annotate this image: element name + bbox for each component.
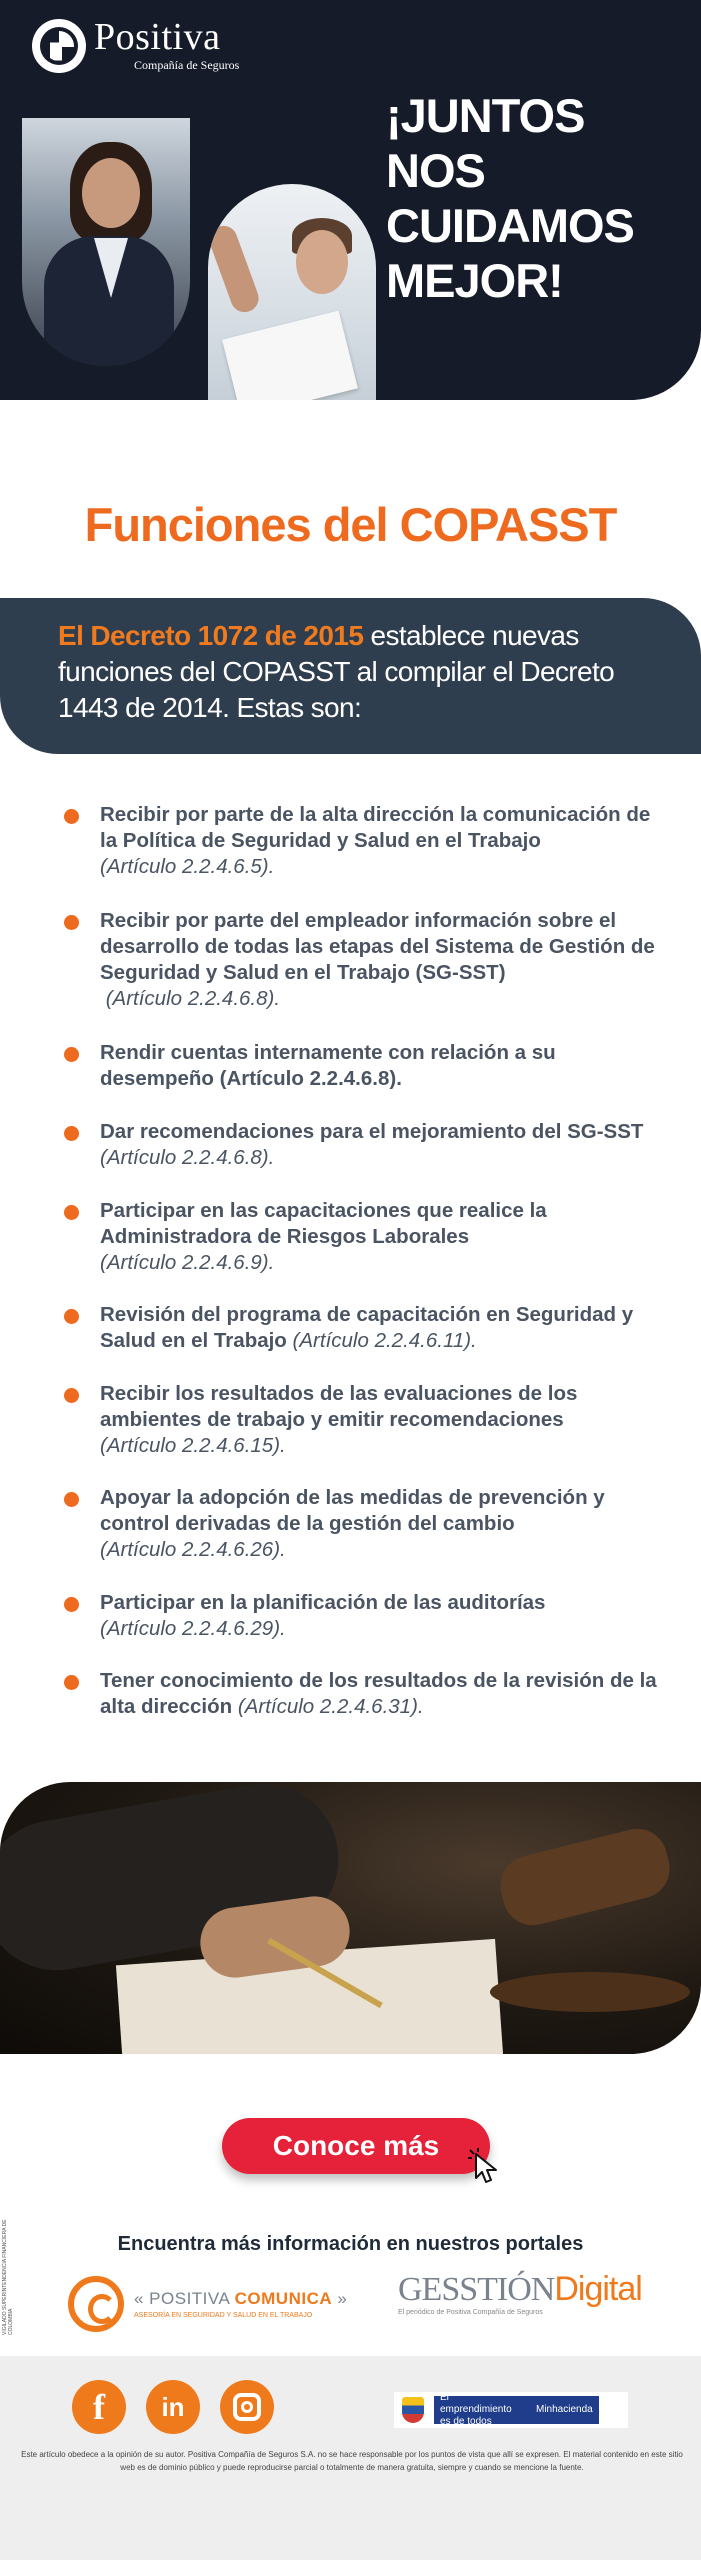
brand-subtitle: Compañía de Seguros bbox=[134, 58, 240, 72]
bullet-icon bbox=[64, 1492, 79, 1507]
positiva-logo[interactable] bbox=[32, 18, 239, 73]
linkedin-icon[interactable]: in bbox=[146, 2380, 200, 2434]
gestion-digital-link[interactable] bbox=[398, 2270, 642, 2316]
gestion-digital-name: GESSTIÓNDigital bbox=[398, 2270, 642, 2308]
footer bbox=[0, 2356, 701, 2560]
gavel-photo bbox=[0, 1782, 701, 2054]
hero-banner bbox=[0, 0, 701, 400]
positiva-comunica-icon bbox=[68, 2276, 124, 2332]
hero-photo-team bbox=[208, 184, 376, 400]
vigilado-label: VIGILADO SUPERINTENDENCIA FINANCIERA DE COLOMBIA bbox=[2, 2219, 14, 2335]
positiva-comunica-tagline: ASESORÍA EN SEGURIDAD Y SALUD EN EL TRABAJO bbox=[134, 2312, 313, 2319]
bullet-icon bbox=[64, 1309, 79, 1324]
bullet-icon bbox=[64, 1126, 79, 1141]
bullet-icon bbox=[64, 1047, 79, 1062]
bullet-icon bbox=[64, 1388, 79, 1403]
instagram-icon[interactable] bbox=[220, 2380, 274, 2434]
hero-title-line: CUIDAMOS bbox=[386, 199, 634, 252]
bullet-icon bbox=[64, 1675, 79, 1690]
bullet-icon bbox=[64, 809, 79, 824]
brand-name: Positiva bbox=[94, 16, 221, 58]
gov-slogan: El emprendimiento es de todos bbox=[440, 2392, 512, 2427]
gov-ministry: Minhacienda bbox=[536, 2404, 593, 2415]
intro-highlight: El Decreto 1072 de 2015 bbox=[58, 620, 364, 651]
intro-text bbox=[58, 618, 668, 726]
hero-title-line: ¡JUNTOS bbox=[386, 89, 585, 142]
bullet-icon bbox=[64, 1597, 79, 1612]
positiva-logo-icon bbox=[32, 19, 86, 73]
hero-photo-woman bbox=[22, 118, 190, 366]
facebook-icon[interactable]: f bbox=[72, 2380, 126, 2434]
gobierno-logo[interactable] bbox=[394, 2392, 628, 2428]
bullet-icon bbox=[64, 1205, 79, 1220]
conoce-mas-button[interactable]: Conoce más bbox=[222, 2118, 490, 2174]
hero-title-line: MEJOR! bbox=[386, 254, 563, 307]
hero-title-line: NOS bbox=[386, 144, 485, 197]
section-title: Funciones del COPASST bbox=[84, 498, 617, 551]
hero-title bbox=[386, 88, 686, 308]
positiva-comunica-link[interactable] bbox=[68, 2276, 347, 2332]
gestion-digital-tagline: El periódico de Positiva Compañía de Seguros bbox=[398, 2309, 543, 2316]
bullet-icon bbox=[64, 915, 79, 930]
positiva-comunica-name: « POSITIVA COMUNICA » bbox=[134, 2289, 348, 2308]
portals-title: Encuentra más información en nuestros portales bbox=[117, 2233, 584, 2255]
colombia-shield-icon bbox=[402, 2397, 424, 2423]
pointer-cursor-icon bbox=[468, 2148, 504, 2186]
intro-body: establece nuevas funciones del COPASST al compilar el Decreto 1443 de 2014. Estas son: bbox=[58, 620, 615, 723]
intro-banner bbox=[0, 598, 701, 754]
disclaimer: Este artículo obedece a la opinión de su autor. Positiva Compañía de Seguros S.A. no se hace responsable por los puntos de vista que allí se expresen. El material contenido en este sitio web es de dominio público y puede reproducirse parcial o totalmente de manera gratuita, siempre y cuando se mencione la fuente. bbox=[21, 2450, 683, 2472]
